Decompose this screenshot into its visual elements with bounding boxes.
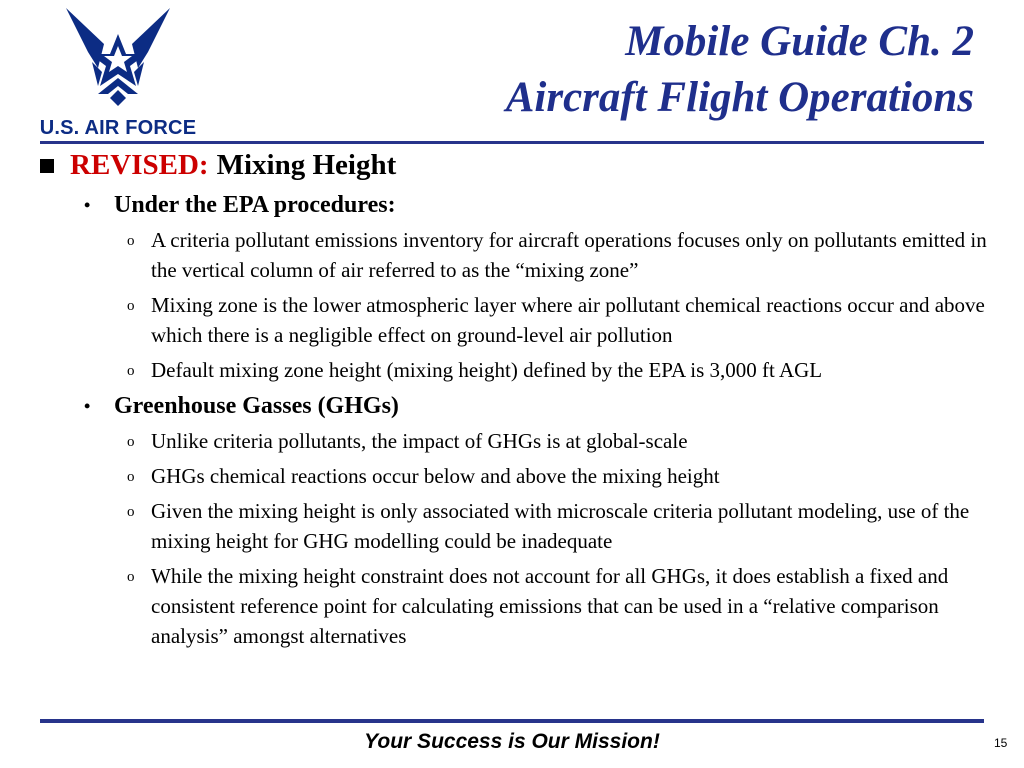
title-line-1: Mobile Guide Ch. 2 [625, 18, 974, 65]
page-number: 15 [994, 736, 1008, 750]
list-item [40, 355, 990, 385]
list-item [40, 496, 990, 556]
footer-tagline: Your Success is Our Mission! [364, 730, 660, 753]
circle-bullet-icon: o [127, 233, 135, 249]
circle-bullet-icon: o [127, 298, 135, 314]
air-force-logo [38, 8, 198, 139]
footer-divider [40, 719, 984, 723]
list-item-text: Default mixing zone height (mixing height) defined by the EPA is 3,000 ft AGL [151, 358, 823, 382]
bullet-icon: • [84, 396, 91, 416]
revised-label: REVISED: [70, 149, 209, 181]
list-item [40, 426, 990, 456]
list-item [40, 225, 990, 285]
list-item-text: A criteria pollutant emissions inventory for aircraft operations focuses only on pollutants emitted in the vertical column of air referred to as the “mixing zone” [151, 228, 987, 282]
header-divider [40, 141, 984, 144]
section-title-text: Greenhouse Gasses (GHGs) [114, 393, 399, 419]
circle-bullet-icon: o [127, 434, 135, 450]
main-heading [40, 146, 990, 184]
list-item-text: Given the mixing height is only associated with microscale criteria pollutant modeling, use of the mixing height for GHG modelling could be inadequate [151, 499, 970, 553]
heading-text: Mixing Height [216, 149, 397, 181]
list-item-text: Mixing zone is the lower atmospheric layer where air pollutant chemical reactions occur and above which there is a negligible effect on ground-level air pollution [151, 293, 985, 347]
section-title-text: Under the EPA procedures: [114, 192, 396, 218]
bullet-icon: • [84, 195, 91, 215]
slide-content [40, 146, 990, 651]
list-item [40, 290, 990, 350]
air-force-symbol-icon [66, 8, 170, 108]
list-item-text: Unlike criteria pollutants, the impact of GHGs is at global-scale [151, 429, 688, 453]
circle-bullet-icon: o [127, 469, 135, 485]
logo-text: U.S. AIR FORCE [39, 117, 197, 139]
list-item-text: GHGs chemical reactions occur below and above the mixing height [151, 464, 720, 488]
title-line-2: Aircraft Flight Operations [505, 74, 974, 121]
list-item-text: While the mixing height constraint does not account for all GHGs, it does establish a fixed and consistent reference point for calculating emissions that can be used in a “relative comparison analysis” amongst alternatives [151, 564, 949, 648]
list-item [40, 461, 990, 491]
section-title [40, 391, 990, 421]
list-item [40, 561, 990, 651]
circle-bullet-icon: o [127, 363, 135, 379]
circle-bullet-icon: o [127, 504, 135, 520]
square-bullet-icon [40, 159, 54, 173]
page-title [506, 14, 974, 126]
circle-bullet-icon: o [127, 569, 135, 585]
section-title [40, 190, 990, 220]
